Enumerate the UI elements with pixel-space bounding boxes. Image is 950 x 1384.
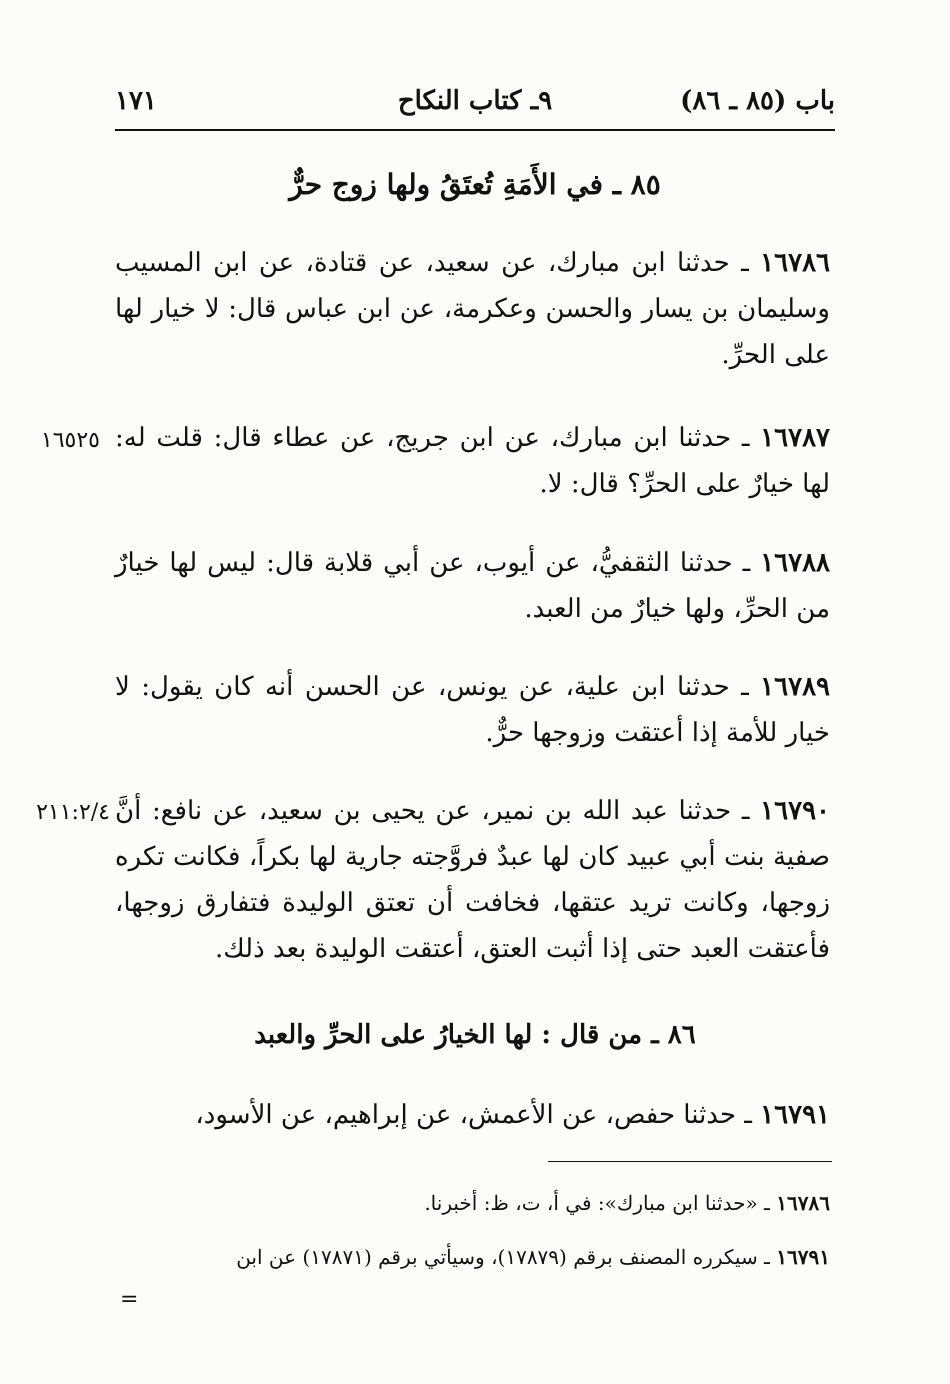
hadith-16787 bbox=[115, 415, 830, 507]
hadith-number: ١٦٧٨٨ bbox=[760, 548, 831, 578]
margin-reference: ٢١١:٢/٤ bbox=[36, 800, 110, 825]
hadith-text: ـ حدثنا ابن علية، عن يونس، عن الحسن أنه كان يقول: لا خيار للأمة إذا أعتقت وزوجها حرٌّ. bbox=[115, 672, 830, 748]
continuation-mark: = bbox=[120, 1287, 139, 1312]
hadith-number: ١٦٧٨٩ bbox=[760, 672, 830, 702]
chapter-reference: باب (٨٥ ـ ٨٦) bbox=[680, 86, 835, 116]
hadith-16790 bbox=[115, 788, 830, 972]
hadith-number: ١٦٧٩٠ bbox=[760, 796, 830, 826]
hadith-number: ١٦٧٨٧ bbox=[760, 423, 831, 453]
footnote-number: ١٦٧٨٦ bbox=[776, 1191, 830, 1215]
footnote-text: ـ «حدثنا ابن مبارك»: في أ، ت، ظ: أخبرنا. bbox=[424, 1191, 770, 1215]
header-rule bbox=[115, 129, 835, 131]
hadith-number: ١٦٧٩١ bbox=[760, 1100, 830, 1130]
hadith-16789 bbox=[115, 664, 830, 756]
section-heading-86: ٨٦ ـ من قال : لها الخيارُ على الحرِّ والعبد bbox=[254, 1020, 696, 1050]
hadith-text: ـ حدثنا ابن مبارك، عن ابن جريج، عن عطاء قال: قلت له: لها خيارٌ على الحرِّ؟ قال: لا. bbox=[115, 423, 830, 499]
footnote-number: ١٦٧٩١ bbox=[776, 1245, 830, 1269]
hadith-text: ـ حدثنا حفص، عن الأعمش، عن إبراهيم، عن الأسود، bbox=[195, 1100, 752, 1130]
hadith-16786 bbox=[115, 240, 830, 378]
section-heading-85: ٨٥ ـ في الأَمَةِ تُعتَقُ ولها زوج حرٌّ bbox=[289, 168, 661, 201]
footnote bbox=[115, 1186, 830, 1220]
hadith-number: ١٦٧٨٦ bbox=[760, 248, 830, 278]
footnote-text: ـ سيكرره المصنف برقم (١٧٨٧٩)، وسيأتي برقم (١٧٨٧١) عن ابن bbox=[236, 1245, 770, 1269]
hadith-text: ـ حدثنا الثقفيُّ، عن أيوب، عن أبي قلابة قال: ليس لها خيارٌ من الحرِّ، ولها خيارٌ من العبد. bbox=[115, 548, 830, 624]
hadith-text: ـ حدثنا ابن مبارك، عن سعيد، عن قتادة، عن ابن المسيب وسليمان بن يسار والحسن وعكرمة، عن ابن عباس قال: لا خيار لها على الحرِّ. bbox=[115, 248, 830, 370]
hadith-text: ـ حدثنا عبد الله بن نمير، عن يحيى بن سعيد، عن نافع: أنَّ صفية بنت أبي عبيد كان لها عبدٌ فروَّجته جارية لها بكراً، فكانت تكره زوجها، وكانت تريد عتقها، فخافت أن تعتق الوليدة فتفارق زوجها، فأعتقت العبد حتى إذا أثبت العتق، أعتقت الوليدة بعد ذلك. bbox=[115, 796, 830, 964]
footnote-rule bbox=[548, 1161, 832, 1162]
book-title: ٩ـ كتاب النكاح bbox=[397, 86, 553, 116]
hadith-16791 bbox=[115, 1092, 830, 1138]
hadith-16788 bbox=[115, 540, 830, 632]
page-header bbox=[115, 86, 835, 126]
footnote bbox=[115, 1240, 830, 1274]
margin-reference: ١٦٥٢٥ bbox=[40, 428, 100, 453]
page-number: ١٧١ bbox=[115, 86, 157, 116]
